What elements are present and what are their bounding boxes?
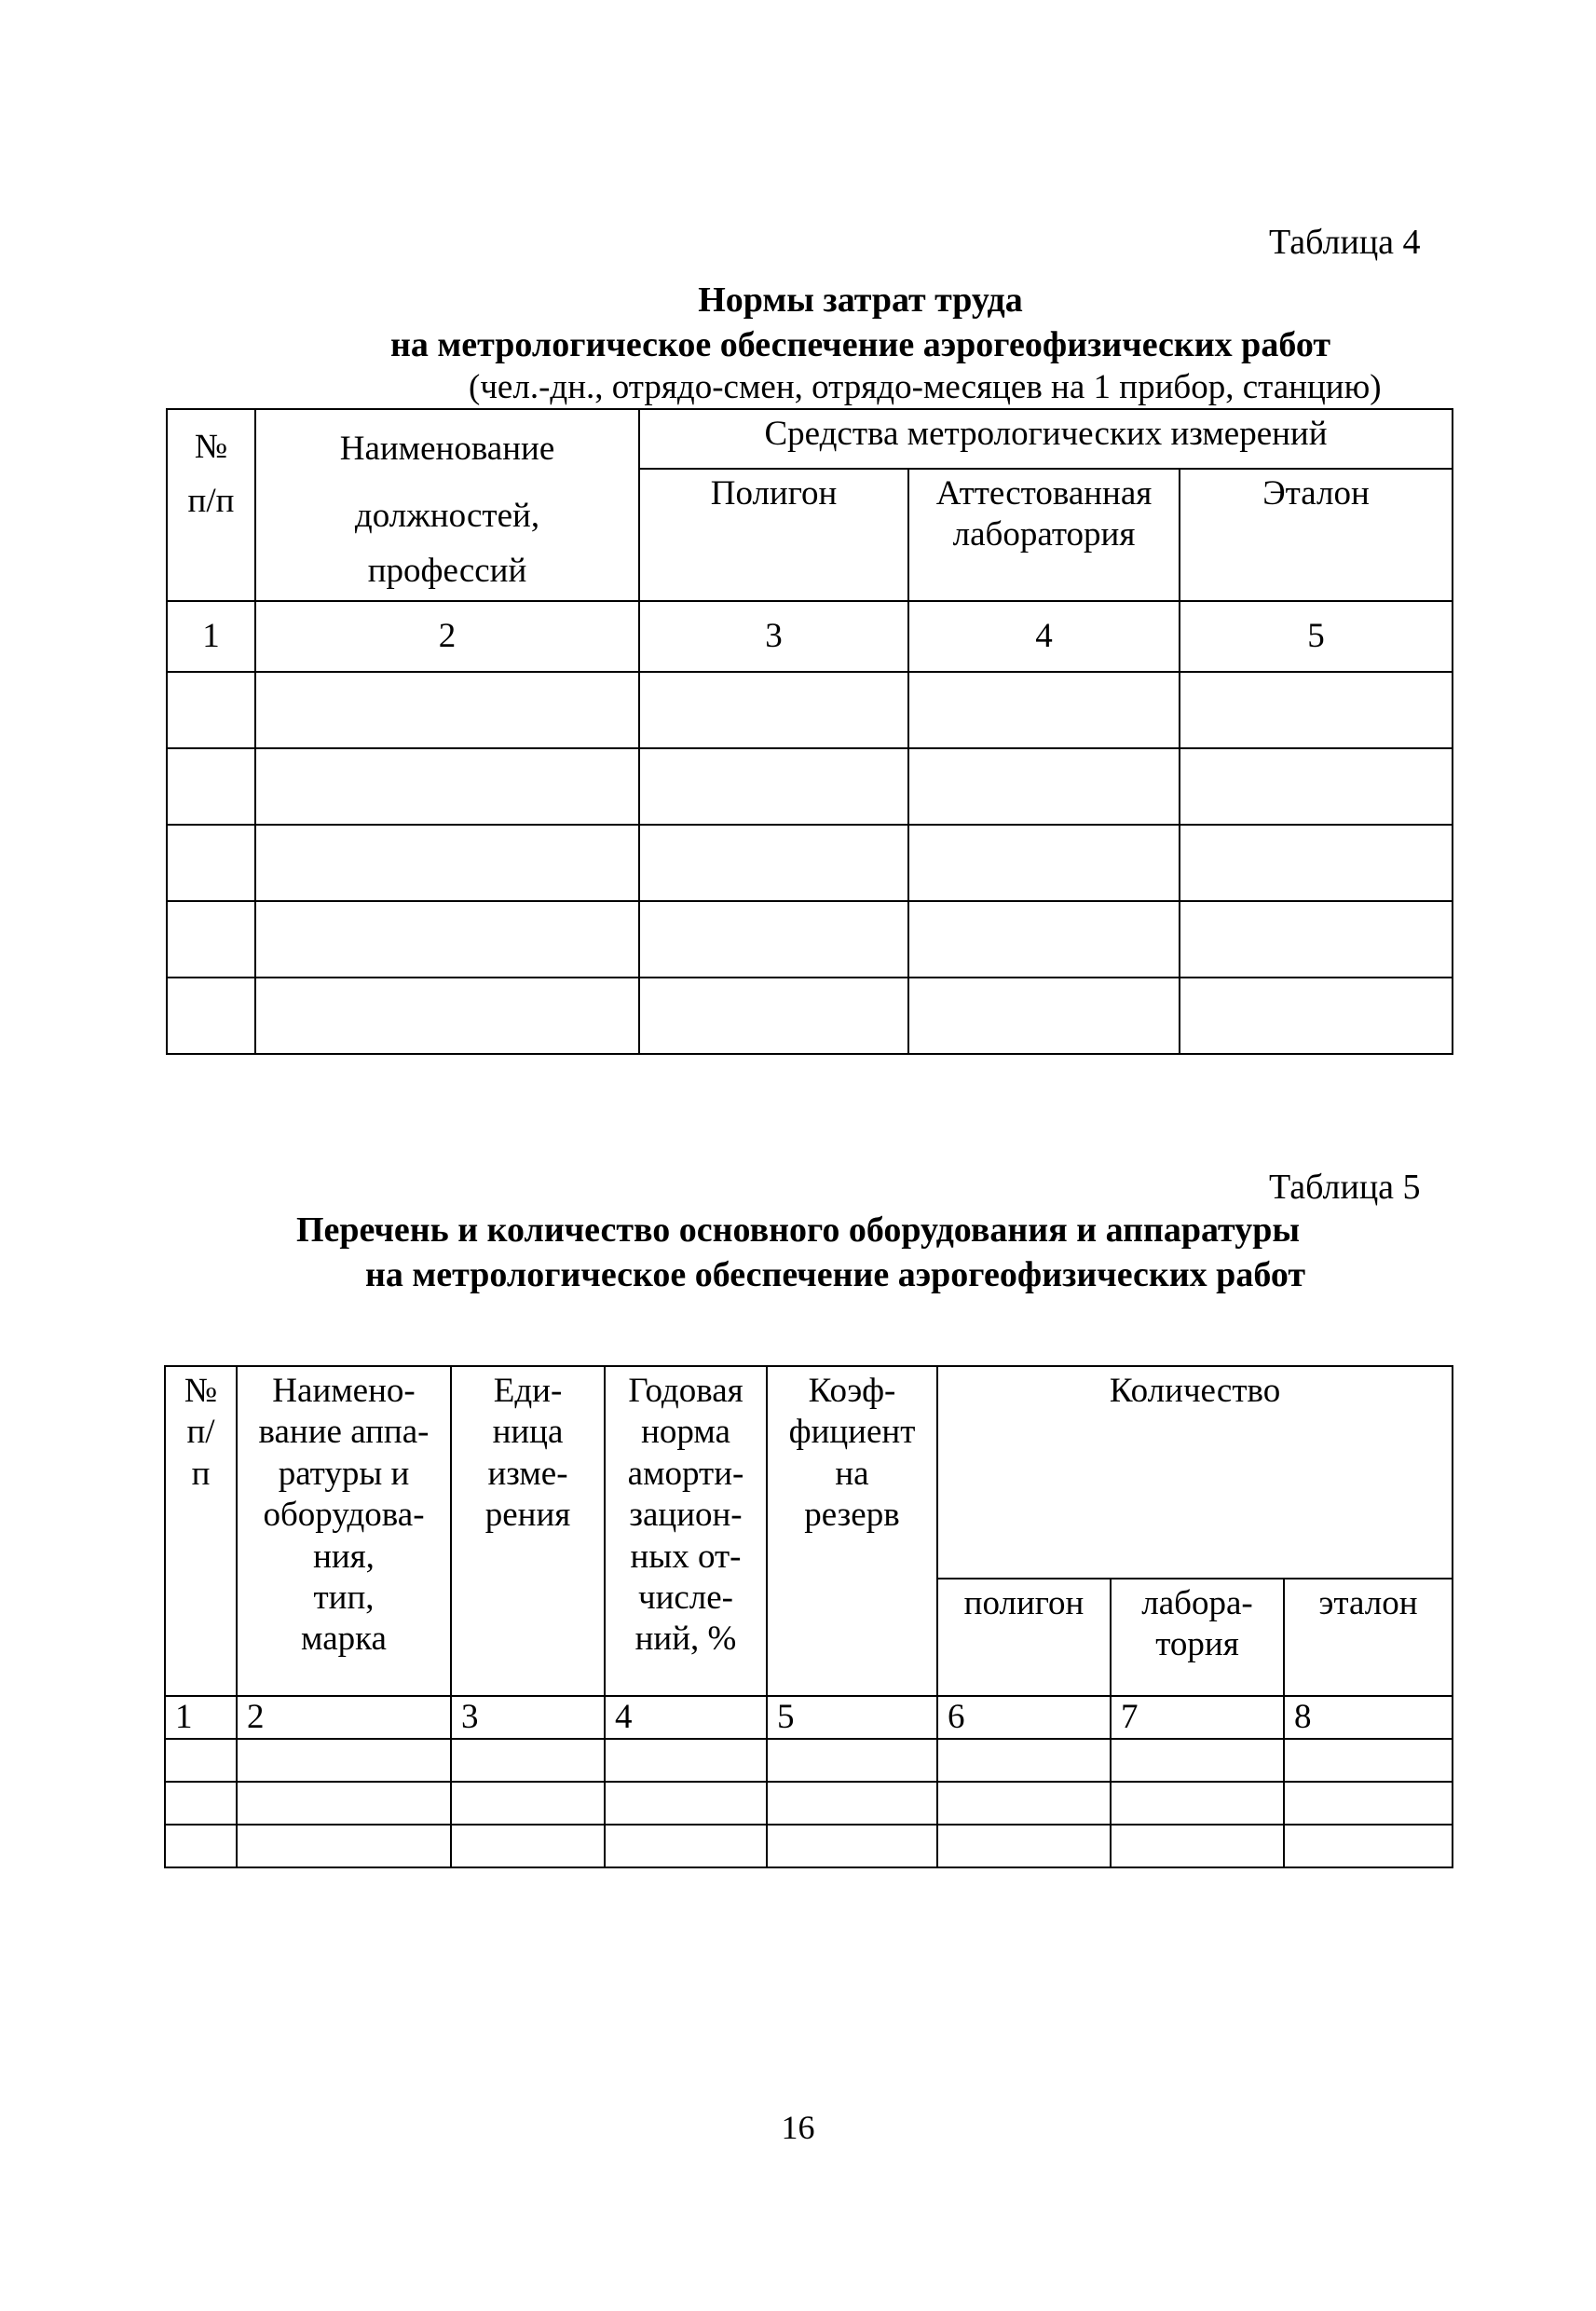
t5-header-name-line: вание аппа-: [258, 1413, 430, 1452]
t5-cell: [1284, 1825, 1453, 1867]
t4-cell: [908, 748, 1180, 825]
t4-cell: [167, 672, 255, 748]
t5-cell: [165, 1739, 237, 1782]
t5-header-name-line: тип,: [313, 1578, 375, 1617]
t5-cell: [767, 1739, 937, 1782]
t5-cell: [237, 1782, 451, 1825]
t4-cell: [639, 978, 908, 1054]
t4-header-lab-line1: Аттестованная: [935, 474, 1153, 513]
table4-title-line2: на метрологическое обеспечение аэрогеофизических работ: [390, 325, 1330, 364]
page-number: 16: [781, 2109, 815, 2146]
t5-header-norm: [605, 1366, 767, 1696]
t5-colnum-2: 2: [237, 1696, 451, 1739]
t4-empty-row: [167, 825, 1453, 901]
t4-header-lab: [908, 469, 1180, 601]
t5-empty-row: [165, 1739, 1453, 1782]
t5-header-lab-line: лабора-: [1141, 1584, 1253, 1622]
t5-header-coef: [767, 1366, 937, 1696]
t5-cell: [605, 1739, 767, 1782]
t5-header-num-line: п: [191, 1454, 211, 1493]
t5-header-norm-line: аморти-: [627, 1454, 744, 1493]
t5-header-coef-line: Коэф-: [808, 1372, 896, 1410]
t4-empty-row: [167, 672, 1453, 748]
t5-cell: [1284, 1782, 1453, 1825]
t5-header-unit-line: Еди-: [493, 1372, 563, 1410]
t5-header-norm-line: числе-: [637, 1578, 734, 1617]
t5-colnum-4: 4: [605, 1696, 767, 1739]
t4-cell: [908, 978, 1180, 1054]
t5-header-lab-line: тория: [1155, 1625, 1239, 1664]
t4-colnum-5: 5: [1180, 601, 1453, 672]
t4-cell: [639, 672, 908, 748]
t4-header-group: Средства метрологических измерений: [639, 409, 1453, 469]
t5-cell: [1111, 1739, 1284, 1782]
t4-cell: [167, 978, 255, 1054]
t5-header-num-line: №: [184, 1372, 218, 1410]
t5-header-name-line: Наимено-: [272, 1372, 416, 1410]
t5-header-norm-line: норма: [641, 1413, 730, 1452]
t4-cell: [167, 825, 255, 901]
t4-header-polygon: Полигон: [639, 469, 908, 601]
t5-header-name: [237, 1366, 451, 1696]
t5-cell: [165, 1825, 237, 1867]
t4-header-num-line1: №: [194, 428, 228, 466]
t5-header-unit: [451, 1366, 605, 1696]
t4-cell: [908, 825, 1180, 901]
t5-colnum-6: 6: [937, 1696, 1111, 1739]
t5-header-norm-line: ных от-: [630, 1537, 742, 1576]
table4-label: Таблица 4: [1269, 223, 1421, 262]
t4-empty-row: [167, 978, 1453, 1054]
t4-colnum-2: 2: [255, 601, 639, 672]
t4-cell: [1180, 901, 1453, 978]
t5-colnum-5: 5: [767, 1696, 937, 1739]
t4-cell: [255, 901, 639, 978]
t4-cell: [255, 748, 639, 825]
t5-header-name-line: оборудова-: [263, 1496, 425, 1535]
t5-header-coef-line: на: [835, 1454, 869, 1493]
t4-cell: [255, 825, 639, 901]
t5-header-etalon: эталон: [1284, 1579, 1453, 1696]
t4-header-name-line3: профессий: [367, 551, 527, 590]
t5-header-name-line: марка: [301, 1620, 387, 1659]
t4-cell: [255, 672, 639, 748]
t5-cell: [237, 1739, 451, 1782]
t4-header-name: [255, 409, 639, 601]
t4-header-name-line2: должностей,: [354, 497, 540, 536]
t4-cell: [639, 825, 908, 901]
t5-cell: [767, 1825, 937, 1867]
t4-cell: [639, 901, 908, 978]
t5-cell: [937, 1739, 1111, 1782]
t4-cell: [255, 978, 639, 1054]
t4-cell: [167, 901, 255, 978]
t4-cell: [908, 672, 1180, 748]
t5-header-unit-line: изме-: [487, 1454, 568, 1493]
t5-header-polygon: полигон: [937, 1579, 1111, 1696]
t5-empty-row: [165, 1782, 1453, 1825]
t5-header-unit-line: рения: [484, 1496, 571, 1535]
t4-colnum-4: 4: [908, 601, 1180, 672]
t5-cell: [451, 1739, 605, 1782]
t4-empty-row: [167, 901, 1453, 978]
t4-colnum-1: 1: [167, 601, 255, 672]
table5-title-line2: на метрологическое обеспечение аэрогеофизических работ: [365, 1255, 1305, 1294]
t5-colnum-3: 3: [451, 1696, 605, 1739]
t5-cell: [767, 1782, 937, 1825]
t5-empty-row: [165, 1825, 1453, 1867]
t4-header-lab-line2: лаборатория: [952, 515, 1136, 554]
t5-colnum-7: 7: [1111, 1696, 1284, 1739]
t4-colnum-3: 3: [639, 601, 908, 672]
t5-header-norm-line: зацион-: [629, 1496, 743, 1535]
t5-header-lab: [1111, 1579, 1284, 1696]
t5-colnum-1: 1: [165, 1696, 237, 1739]
t5-header-unit-line: ница: [492, 1413, 564, 1452]
t4-cell: [1180, 748, 1453, 825]
t5-cell: [937, 1825, 1111, 1867]
t5-cell: [605, 1825, 767, 1867]
t5-header-num: [165, 1366, 237, 1696]
t5-cell: [605, 1782, 767, 1825]
t5-cell: [451, 1782, 605, 1825]
t5-header-quantity: Количество: [937, 1366, 1453, 1579]
table4: [166, 408, 1453, 1055]
t5-header-norm-line: ний, %: [634, 1620, 737, 1659]
t5-header-num-line: п/: [186, 1413, 215, 1452]
t5-cell: [937, 1782, 1111, 1825]
t4-header-name-line1: Наименование: [339, 430, 555, 468]
t5-cell: [237, 1825, 451, 1867]
t4-cell: [1180, 672, 1453, 748]
t4-cell: [639, 748, 908, 825]
t4-cell: [908, 901, 1180, 978]
t4-empty-row: [167, 748, 1453, 825]
t5-header-name-line: ратуры и: [278, 1454, 410, 1493]
t5-colnum-8: 8: [1284, 1696, 1453, 1739]
t5-cell: [1111, 1782, 1284, 1825]
t4-header-etalon: Эталон: [1180, 469, 1453, 601]
t5-cell: [1111, 1825, 1284, 1867]
t5-header-coef-line: резерв: [804, 1496, 900, 1535]
t4-cell: [1180, 978, 1453, 1054]
t5-header-name-line: ния,: [313, 1537, 375, 1576]
t5-header-coef-line: фициент: [788, 1413, 916, 1452]
t5-header-norm-line: Годовая: [628, 1372, 743, 1410]
table4-units: (чел.-дн., отрядо-смен, отрядо-месяцев на 1 прибор, станцию): [469, 368, 1382, 406]
t4-cell: [1180, 825, 1453, 901]
table5: [164, 1365, 1453, 1868]
t5-cell: [165, 1782, 237, 1825]
table5-label: Таблица 5: [1269, 1168, 1421, 1207]
t5-cell: [1284, 1739, 1453, 1782]
table5-title-line1: Перечень и количество основного оборудования и аппаратуры: [295, 1210, 1301, 1250]
t4-cell: [167, 748, 255, 825]
t4-header-num: [167, 409, 255, 601]
table4-title-line1: Нормы затрат труда: [698, 280, 1023, 320]
t5-cell: [451, 1825, 605, 1867]
t4-header-num-line2: п/п: [187, 482, 235, 521]
